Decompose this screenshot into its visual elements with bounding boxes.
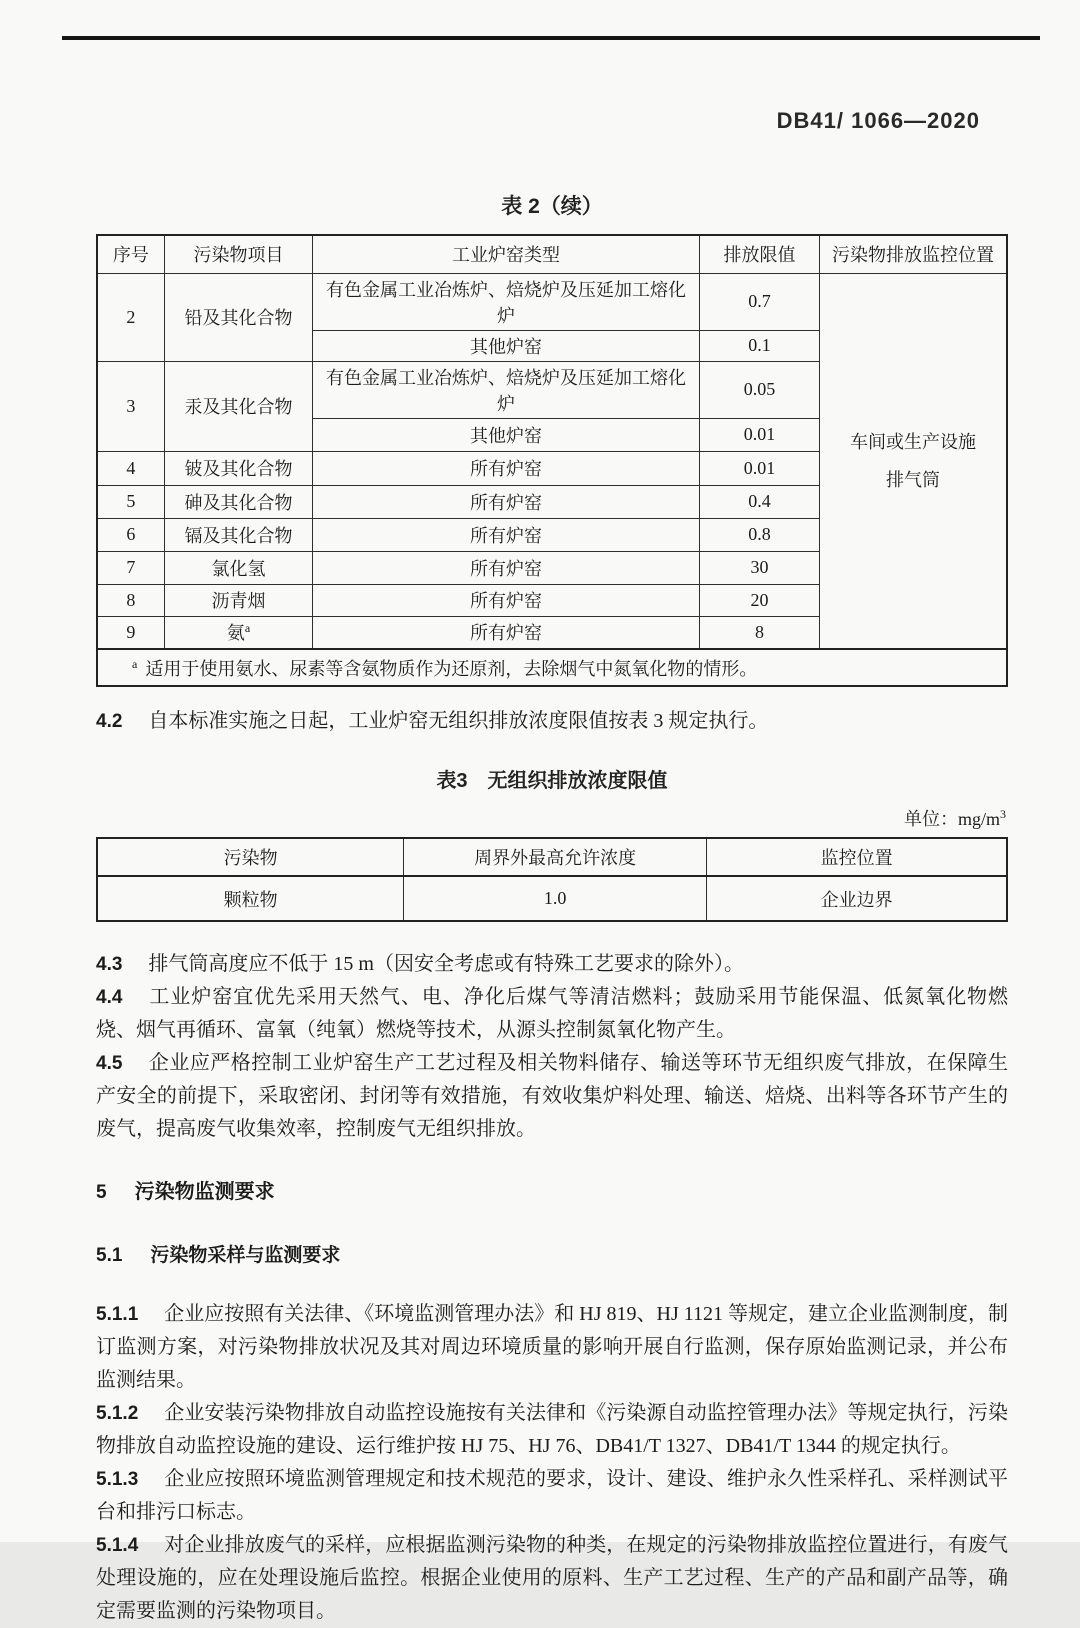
- table2-footnote-row: [97, 649, 1007, 686]
- cell-limit: 0.1: [699, 330, 819, 361]
- monitor-location-line1: 车间或生产设施: [850, 431, 976, 452]
- page-content: [96, 160, 1008, 1628]
- th-pollutant: 污染物: [97, 838, 404, 876]
- th-monitor-location: 监控位置: [707, 838, 1007, 876]
- cell-furnace-type: 所有炉窑: [313, 616, 700, 649]
- section-number: 4.3: [96, 954, 123, 975]
- table2-footnote: [97, 649, 1007, 686]
- footnote-marker-superscript: a: [244, 621, 251, 636]
- section-5-1-1: [96, 1298, 1008, 1397]
- cell-furnace-type: 有色金属工业冶炼炉、焙烧炉及压延加工熔化炉: [313, 273, 700, 330]
- section-number: 5.1.2: [96, 1403, 139, 1424]
- table2-emission-limits: [96, 234, 1008, 687]
- th-monitor-location: 污染物排放监控位置: [820, 235, 1007, 273]
- cell-furnace-type: 所有炉窑: [313, 584, 700, 616]
- cell-furnace-type: 所有炉窑: [313, 518, 700, 551]
- cell-location: 企业边界: [707, 876, 1007, 921]
- section-text: 企业应严格控制工业炉窑生产工艺过程及相关物料储存、输送等环节无组织废气排放，在保障生产安全的前提下，采取密闭、封闭等有效措施，有效收集炉料处理、输送、焙烧、出料等各环节产生的废气，提高废气收集效率，控制废气无组织排放。: [96, 1052, 1008, 1140]
- cell-furnace-type: 所有炉窑: [313, 551, 700, 584]
- section-text: 企业安装污染物排放自动监控设施按有关法律和《污染源自动监控管理办法》等规定执行，污染物排放自动监控设施的建设、运行维护按 HJ 75、HJ 76、DB41/T 1327、DB41/T 1344 的规定执行。: [96, 1402, 1008, 1457]
- cell-limit: 0.8: [699, 518, 819, 551]
- th-pollutant: 污染物项目: [164, 235, 312, 273]
- cell-pollutant: 铍及其化合物: [164, 451, 312, 485]
- cell-seq: 4: [97, 451, 164, 485]
- section-4-2: [96, 705, 1008, 738]
- cell-limit: 0.05: [699, 361, 819, 418]
- th-seq: 序号: [97, 235, 164, 273]
- section-text: 对企业排放废气的采样，应根据监测污染物的种类，在规定的污染物排放监控位置进行，有废气处理设施的，应在处理设施后监控。根据企业使用的原料、生产工艺过程、生产的产品和副产品等，确定需要监测的污染物项目。: [96, 1534, 1008, 1622]
- th-furnace-type: 工业炉窑类型: [313, 235, 700, 273]
- cell-furnace-type: 其他炉窑: [313, 418, 700, 451]
- cell-limit: 0.4: [699, 485, 819, 518]
- section-5-heading: [96, 1176, 1008, 1209]
- cell-pollutant: [164, 616, 312, 649]
- cell-furnace-type: 所有炉窑: [313, 451, 700, 485]
- table3-title: 表3 无组织排放浓度限值: [436, 770, 668, 792]
- section-text: 污染物监测要求: [134, 1181, 275, 1203]
- section-text: 自本标准实施之日起，工业炉窑无组织排放浓度限值按表 3 规定执行。: [148, 710, 769, 732]
- cell-pollutant: 砷及其化合物: [164, 485, 312, 518]
- header-rule: [62, 36, 1040, 40]
- table-row: [97, 273, 1007, 330]
- section-number: 5.1.3: [96, 1469, 139, 1490]
- cell-limit: 0.01: [699, 418, 819, 451]
- doc-number: DB41/ 1066—2020: [776, 108, 980, 133]
- table2-title: 表 2（续）: [501, 195, 603, 218]
- section-5-1-3: [96, 1463, 1008, 1529]
- cell-seq: 9: [97, 616, 164, 649]
- cell-seq: 7: [97, 551, 164, 584]
- footnote-text: 适用于使用氨水、尿素等含氨物质作为还原剂，去除烟气中氮氧化物的情形。: [145, 658, 758, 679]
- section-4-5: [96, 1047, 1008, 1146]
- section-text: 工业炉窑宜优先采用天然气、电、净化后煤气等清洁燃料；鼓励采用节能保温、低氮氧化物燃烧、烟气再循环、富氧（纯氧）燃烧等技术，从源头控制氮氧化物产生。: [96, 986, 1008, 1041]
- cell-pollutant: 沥青烟: [164, 584, 312, 616]
- table3-header-row: [97, 838, 1007, 876]
- section-number: 5.1: [96, 1245, 123, 1266]
- unit-superscript: 3: [1000, 807, 1006, 821]
- th-max-concentration: 周界外最高允许浓度: [404, 838, 707, 876]
- cell-limit: 20: [699, 584, 819, 616]
- cell-pollutant: 氯化氢: [164, 551, 312, 584]
- cell-furnace-type: 所有炉窑: [313, 485, 700, 518]
- section-number: 5: [96, 1182, 107, 1203]
- section-text: 企业应按照环境监测管理规定和技术规范的要求，设计、建设、维护永久性采样孔、采样测试平台和排污口标志。: [96, 1468, 1008, 1523]
- pollutant-name: 氨: [226, 623, 245, 644]
- section-number: 5.1.4: [96, 1535, 139, 1556]
- table3-fugitive-limits: [96, 837, 1008, 922]
- cell-concentration: 1.0: [404, 876, 707, 921]
- cell-limit: 0.7: [699, 273, 819, 330]
- section-number: 4.5: [96, 1053, 123, 1074]
- section-4-4: [96, 981, 1008, 1047]
- cell-pollutant: 汞及其化合物: [164, 361, 312, 451]
- cell-pollutant: 镉及其化合物: [164, 518, 312, 551]
- cell-furnace-type: 有色金属工业冶炼炉、焙烧炉及压延加工熔化炉: [313, 361, 700, 418]
- cell-limit: 30: [699, 551, 819, 584]
- section-number: 4.4: [96, 987, 123, 1008]
- cell-pollutant: 铅及其化合物: [164, 273, 312, 361]
- cell-limit: 0.01: [699, 451, 819, 485]
- table2-header-row: [97, 235, 1007, 273]
- cell-seq: 8: [97, 584, 164, 616]
- section-number: 5.1.1: [96, 1304, 139, 1325]
- section-text: 污染物采样与监测要求: [150, 1245, 341, 1266]
- section-4-3: [96, 948, 1008, 981]
- monitor-location-line2: 排气筒: [886, 469, 940, 490]
- cell-pollutant: 颗粒物: [97, 876, 404, 921]
- cell-seq: 3: [97, 361, 164, 451]
- footnote-marker: a: [132, 656, 138, 671]
- section-text: 企业应按照有关法律、《环境监测管理办法》和 HJ 819、HJ 1121 等规定，建立企业监测制度，制订监测方案，对污染物排放状况及其对周边环境质量的影响开展自行监测，保存原始监测记录，并公布监测结果。: [96, 1303, 1008, 1391]
- table-row: [97, 876, 1007, 921]
- table3-unit: [96, 805, 1006, 831]
- section-text: 排气筒高度应不低于 15 m（因安全考虑或有特殊工艺要求的除外）。: [148, 953, 744, 975]
- cell-seq: 2: [97, 273, 164, 361]
- cell-seq: 6: [97, 518, 164, 551]
- cell-furnace-type: 其他炉窑: [313, 330, 700, 361]
- section-5-1-4: [96, 1529, 1008, 1628]
- section-5-1-2: [96, 1397, 1008, 1463]
- unit-prefix: 单位：mg/m: [903, 809, 1000, 829]
- cell-seq: 5: [97, 485, 164, 518]
- section-5-1-heading: [96, 1239, 1008, 1272]
- cell-limit: 8: [699, 616, 819, 649]
- cell-monitor-location: [820, 273, 1007, 649]
- section-number: 4.2: [96, 711, 123, 732]
- th-limit: 排放限值: [699, 235, 819, 273]
